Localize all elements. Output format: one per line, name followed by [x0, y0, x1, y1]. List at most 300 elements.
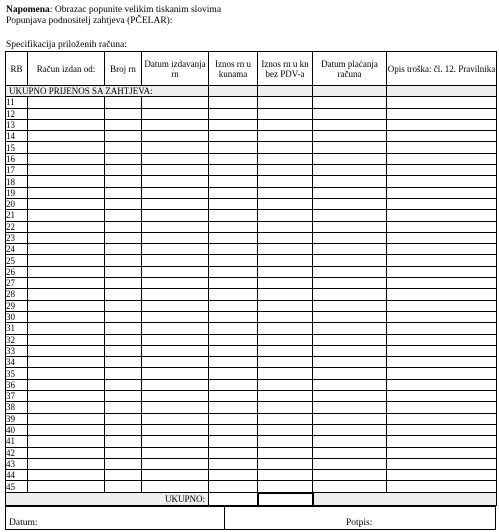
row-number: 24: [6, 244, 28, 255]
table-cell[interactable]: [28, 470, 105, 481]
table-cell[interactable]: [105, 470, 142, 481]
invoice-table: [5, 51, 497, 507]
table-cell[interactable]: [258, 255, 313, 266]
table-cell[interactable]: [387, 131, 497, 142]
table-cell[interactable]: [105, 289, 142, 300]
table-cell[interactable]: [28, 221, 105, 232]
table-cell[interactable]: [105, 357, 142, 368]
table-row: [6, 447, 497, 458]
col-header-issue-date: Datum izdavanja rn: [142, 52, 209, 86]
table-cell[interactable]: [105, 108, 142, 119]
table-cell[interactable]: [142, 323, 209, 334]
table-cell[interactable]: [209, 470, 258, 481]
table-cell[interactable]: [105, 266, 142, 277]
table-cell[interactable]: [28, 357, 105, 368]
table-cell[interactable]: [28, 187, 105, 198]
table-cell[interactable]: [209, 187, 258, 198]
table-cell[interactable]: [387, 481, 497, 493]
table-cell[interactable]: [387, 232, 497, 243]
table-cell[interactable]: [142, 108, 209, 119]
total-amount[interactable]: [209, 493, 258, 506]
table-cell[interactable]: [258, 232, 313, 243]
row-number: 45: [6, 481, 28, 493]
table-cell[interactable]: [105, 131, 142, 142]
table-cell[interactable]: [105, 187, 142, 198]
table-cell[interactable]: [313, 402, 387, 413]
table-cell[interactable]: [209, 255, 258, 266]
table-cell[interactable]: [105, 119, 142, 130]
table-cell[interactable]: [313, 345, 387, 356]
table-cell[interactable]: [142, 119, 209, 130]
table-cell[interactable]: [105, 323, 142, 334]
carry-over-amount-no-vat[interactable]: [258, 86, 313, 97]
table-cell[interactable]: [209, 334, 258, 345]
table-cell[interactable]: [387, 244, 497, 255]
total-amount-no-vat[interactable]: [258, 493, 313, 506]
table-cell[interactable]: [142, 198, 209, 209]
table-cell[interactable]: [313, 131, 387, 142]
table-cell[interactable]: [387, 255, 497, 266]
table-cell[interactable]: [209, 413, 258, 424]
table-cell[interactable]: [209, 97, 258, 108]
table-cell[interactable]: [142, 447, 209, 458]
table-row: [6, 334, 497, 345]
table-cell[interactable]: [387, 436, 497, 447]
table-cell[interactable]: [142, 470, 209, 481]
table-cell[interactable]: [209, 131, 258, 142]
table-cell[interactable]: [313, 266, 387, 277]
table-cell[interactable]: [258, 323, 313, 334]
table-cell[interactable]: [209, 289, 258, 300]
table-cell[interactable]: [142, 379, 209, 390]
table-cell[interactable]: [209, 379, 258, 390]
row-number: 12: [6, 108, 28, 119]
table-cell[interactable]: [28, 458, 105, 469]
table-cell[interactable]: [105, 345, 142, 356]
table-cell[interactable]: [28, 165, 105, 176]
table-cell[interactable]: [105, 255, 142, 266]
table-cell[interactable]: [313, 458, 387, 469]
table-cell[interactable]: [142, 357, 209, 368]
table-cell[interactable]: [209, 266, 258, 277]
table-cell[interactable]: [142, 424, 209, 435]
table-cell[interactable]: [28, 345, 105, 356]
table-cell[interactable]: [209, 278, 258, 289]
table-cell[interactable]: [387, 97, 497, 108]
table-cell[interactable]: [28, 210, 105, 221]
table-cell[interactable]: [258, 402, 313, 413]
table-cell[interactable]: [258, 165, 313, 176]
table-cell[interactable]: [313, 311, 387, 322]
table-cell[interactable]: [313, 221, 387, 232]
table-cell[interactable]: [387, 413, 497, 424]
table-cell[interactable]: [387, 142, 497, 153]
table-row: [6, 278, 497, 289]
table-cell[interactable]: [313, 97, 387, 108]
table-cell[interactable]: [258, 97, 313, 108]
table-row: [6, 436, 497, 447]
table-cell[interactable]: [105, 153, 142, 164]
table-row: [6, 413, 497, 424]
table-cell[interactable]: [142, 334, 209, 345]
table-cell[interactable]: [258, 424, 313, 435]
table-cell[interactable]: [258, 413, 313, 424]
table-cell[interactable]: [387, 379, 497, 390]
row-number: 37: [6, 391, 28, 402]
row-number: 22: [6, 221, 28, 232]
table-cell[interactable]: [313, 244, 387, 255]
table-cell[interactable]: [313, 300, 387, 311]
table-cell[interactable]: [258, 119, 313, 130]
table-cell[interactable]: [28, 198, 105, 209]
table-cell[interactable]: [313, 165, 387, 176]
table-cell[interactable]: [28, 232, 105, 243]
table-cell[interactable]: [105, 368, 142, 379]
table-cell[interactable]: [387, 289, 497, 300]
table-cell[interactable]: [142, 221, 209, 232]
table-cell[interactable]: [313, 323, 387, 334]
table-cell[interactable]: [28, 391, 105, 402]
row-number: 15: [6, 142, 28, 153]
table-row: [6, 142, 497, 153]
table-cell[interactable]: [142, 289, 209, 300]
table-cell[interactable]: [142, 165, 209, 176]
total-row: [6, 493, 497, 506]
table-row: [6, 97, 497, 108]
table-cell[interactable]: [28, 424, 105, 435]
table-cell[interactable]: [28, 119, 105, 130]
row-number: 38: [6, 402, 28, 413]
signature-footer: [5, 506, 496, 530]
table-cell[interactable]: [258, 108, 313, 119]
row-number: 13: [6, 119, 28, 130]
table-cell[interactable]: [313, 447, 387, 458]
col-header-amount: Iznos rn u kunama: [209, 52, 258, 86]
table-cell[interactable]: [258, 436, 313, 447]
table-cell[interactable]: [387, 323, 497, 334]
table-cell[interactable]: [142, 210, 209, 221]
table-cell[interactable]: [387, 334, 497, 345]
table-cell[interactable]: [105, 142, 142, 153]
table-cell[interactable]: [209, 357, 258, 368]
table-cell[interactable]: [313, 470, 387, 481]
table-cell[interactable]: [313, 198, 387, 209]
col-header-payment-date: Datum plaćanja računa: [313, 52, 387, 86]
table-cell[interactable]: [142, 153, 209, 164]
table-cell[interactable]: [105, 97, 142, 108]
table-cell[interactable]: [313, 436, 387, 447]
table-cell[interactable]: [313, 278, 387, 289]
table-cell[interactable]: [142, 368, 209, 379]
row-number: 36: [6, 379, 28, 390]
table-cell[interactable]: [387, 119, 497, 130]
table-cell[interactable]: [209, 391, 258, 402]
table-cell[interactable]: [142, 232, 209, 243]
row-number: 44: [6, 470, 28, 481]
instructions: [6, 5, 221, 27]
table-cell[interactable]: [258, 357, 313, 368]
table-cell[interactable]: [28, 97, 105, 108]
table-cell[interactable]: [105, 334, 142, 345]
table-cell[interactable]: [209, 108, 258, 119]
table-cell[interactable]: [313, 481, 387, 493]
table-cell[interactable]: [105, 447, 142, 458]
row-number: 18: [6, 176, 28, 187]
table-cell[interactable]: [258, 210, 313, 221]
table-cell[interactable]: [313, 176, 387, 187]
table-cell[interactable]: [28, 142, 105, 153]
table-cell[interactable]: [258, 131, 313, 142]
table-cell[interactable]: [387, 198, 497, 209]
table-cell[interactable]: [142, 244, 209, 255]
table-row: [6, 481, 497, 493]
table-cell[interactable]: [387, 187, 497, 198]
table-cell[interactable]: [209, 447, 258, 458]
table-cell[interactable]: [142, 300, 209, 311]
table-cell[interactable]: [142, 391, 209, 402]
table-cell[interactable]: [105, 424, 142, 435]
table-cell[interactable]: [313, 108, 387, 119]
table-row: [6, 345, 497, 356]
table-cell[interactable]: [258, 345, 313, 356]
table-cell[interactable]: [28, 244, 105, 255]
table-cell[interactable]: [142, 402, 209, 413]
table-cell[interactable]: [313, 210, 387, 221]
table-cell[interactable]: [258, 334, 313, 345]
table-cell[interactable]: [142, 436, 209, 447]
table-cell[interactable]: [258, 481, 313, 493]
table-cell[interactable]: [142, 131, 209, 142]
table-cell[interactable]: [313, 357, 387, 368]
table-cell[interactable]: [258, 187, 313, 198]
table-cell[interactable]: [313, 187, 387, 198]
table-cell[interactable]: [105, 198, 142, 209]
row-number: 23: [6, 232, 28, 243]
table-cell[interactable]: [142, 255, 209, 266]
table-cell[interactable]: [105, 278, 142, 289]
table-row: [6, 255, 497, 266]
row-number: 19: [6, 187, 28, 198]
table-cell[interactable]: [105, 402, 142, 413]
row-number: 39: [6, 413, 28, 424]
row-number: 42: [6, 447, 28, 458]
table-cell[interactable]: [313, 232, 387, 243]
table-cell[interactable]: [209, 481, 258, 493]
table-cell[interactable]: [313, 413, 387, 424]
table-cell[interactable]: [387, 470, 497, 481]
table-cell[interactable]: [258, 221, 313, 232]
table-cell[interactable]: [209, 345, 258, 356]
table-cell[interactable]: [28, 153, 105, 164]
row-number: 16: [6, 153, 28, 164]
table-cell[interactable]: [209, 402, 258, 413]
table-cell[interactable]: [313, 289, 387, 300]
table-cell[interactable]: [258, 244, 313, 255]
col-header-issuer: Račun izdan od:: [28, 52, 105, 86]
table-cell[interactable]: [258, 176, 313, 187]
table-row: [6, 402, 497, 413]
carry-over-label: UKUPNO PRIJENOS SA ZAHTJEVA:: [6, 86, 209, 97]
table-cell[interactable]: [258, 447, 313, 458]
table-cell[interactable]: [387, 278, 497, 289]
table-cell[interactable]: [209, 311, 258, 322]
table-cell[interactable]: [28, 266, 105, 277]
table-cell[interactable]: [209, 119, 258, 130]
date-label: Datum:: [9, 518, 38, 528]
table-cell[interactable]: [209, 368, 258, 379]
table-cell[interactable]: [209, 424, 258, 435]
table-cell[interactable]: [387, 357, 497, 368]
table-cell[interactable]: [209, 436, 258, 447]
table-cell[interactable]: [105, 481, 142, 493]
table-cell[interactable]: [387, 221, 497, 232]
table-row: [6, 131, 497, 142]
signature-label: Potpis:: [346, 518, 373, 528]
table-cell[interactable]: [313, 119, 387, 130]
table-cell[interactable]: [105, 413, 142, 424]
table-cell[interactable]: [387, 391, 497, 402]
table-cell[interactable]: [142, 187, 209, 198]
table-cell[interactable]: [258, 470, 313, 481]
table-cell[interactable]: [209, 210, 258, 221]
table-cell[interactable]: [105, 244, 142, 255]
table-cell[interactable]: [209, 244, 258, 255]
table-cell[interactable]: [209, 232, 258, 243]
table-cell[interactable]: [258, 368, 313, 379]
table-cell[interactable]: [258, 266, 313, 277]
table-cell[interactable]: [387, 300, 497, 311]
table-cell[interactable]: [387, 176, 497, 187]
row-number: 27: [6, 278, 28, 289]
table-row: [6, 368, 497, 379]
table-cell[interactable]: [28, 334, 105, 345]
table-cell[interactable]: [28, 447, 105, 458]
table-cell[interactable]: [28, 278, 105, 289]
table-cell[interactable]: [313, 424, 387, 435]
table-cell[interactable]: [142, 176, 209, 187]
table-cell[interactable]: [28, 413, 105, 424]
table-cell[interactable]: [28, 300, 105, 311]
table-cell[interactable]: [142, 481, 209, 493]
table-cell[interactable]: [313, 153, 387, 164]
table-cell[interactable]: [142, 97, 209, 108]
table-cell[interactable]: [105, 210, 142, 221]
table-cell[interactable]: [258, 278, 313, 289]
table-cell[interactable]: [209, 165, 258, 176]
table-cell[interactable]: [209, 323, 258, 334]
table-cell[interactable]: [142, 266, 209, 277]
table-cell[interactable]: [209, 300, 258, 311]
table-cell[interactable]: [387, 368, 497, 379]
table-cell[interactable]: [28, 481, 105, 493]
carry-over-amount[interactable]: [209, 86, 258, 97]
table-cell[interactable]: [209, 176, 258, 187]
table-cell[interactable]: [105, 436, 142, 447]
table-cell[interactable]: [28, 108, 105, 119]
table-cell[interactable]: [258, 289, 313, 300]
table-cell[interactable]: [28, 131, 105, 142]
note-text: : Obrazac popunite velikim tiskanim slovima: [49, 5, 222, 15]
carry-over-row: [6, 86, 497, 97]
table-cell[interactable]: [28, 436, 105, 447]
table-cell[interactable]: [105, 458, 142, 469]
table-cell[interactable]: [28, 176, 105, 187]
table-cell[interactable]: [142, 311, 209, 322]
table-cell[interactable]: [313, 255, 387, 266]
table-cell[interactable]: [387, 458, 497, 469]
table-cell[interactable]: [258, 142, 313, 153]
table-cell[interactable]: [258, 391, 313, 402]
row-number: 40: [6, 424, 28, 435]
table-cell[interactable]: [387, 447, 497, 458]
table-cell[interactable]: [313, 391, 387, 402]
table-cell[interactable]: [28, 311, 105, 322]
table-cell[interactable]: [313, 368, 387, 379]
table-cell[interactable]: [142, 413, 209, 424]
table-cell[interactable]: [28, 379, 105, 390]
table-cell[interactable]: [209, 153, 258, 164]
table-cell[interactable]: [313, 379, 387, 390]
table-cell[interactable]: [387, 424, 497, 435]
table-cell[interactable]: [313, 334, 387, 345]
table-cell[interactable]: [387, 402, 497, 413]
row-number: 29: [6, 300, 28, 311]
table-cell[interactable]: [142, 345, 209, 356]
row-number: 11: [6, 97, 28, 108]
table-cell[interactable]: [387, 153, 497, 164]
table-cell[interactable]: [209, 221, 258, 232]
table-cell[interactable]: [387, 165, 497, 176]
table-cell[interactable]: [28, 289, 105, 300]
table-cell[interactable]: [209, 198, 258, 209]
table-cell[interactable]: [105, 391, 142, 402]
table-cell[interactable]: [105, 300, 142, 311]
table-cell[interactable]: [105, 232, 142, 243]
table-row: [6, 458, 497, 469]
table-header-row: [6, 52, 497, 86]
table-cell[interactable]: [28, 402, 105, 413]
table-cell[interactable]: [258, 300, 313, 311]
table-cell[interactable]: [387, 266, 497, 277]
table-cell[interactable]: [387, 210, 497, 221]
table-cell[interactable]: [258, 458, 313, 469]
table-cell[interactable]: [105, 311, 142, 322]
table-cell[interactable]: [28, 255, 105, 266]
table-row: [6, 153, 497, 164]
table-cell[interactable]: [105, 379, 142, 390]
table-cell[interactable]: [209, 458, 258, 469]
table-row: [6, 198, 497, 209]
table-cell[interactable]: [313, 142, 387, 153]
table-cell[interactable]: [142, 278, 209, 289]
table-cell[interactable]: [28, 323, 105, 334]
table-cell[interactable]: [258, 379, 313, 390]
table-cell[interactable]: [387, 345, 497, 356]
table-cell[interactable]: [258, 311, 313, 322]
table-cell[interactable]: [209, 142, 258, 153]
table-cell[interactable]: [142, 142, 209, 153]
table-cell[interactable]: [105, 165, 142, 176]
row-number: 33: [6, 345, 28, 356]
table-cell[interactable]: [258, 153, 313, 164]
table-cell[interactable]: [258, 198, 313, 209]
table-cell[interactable]: [28, 368, 105, 379]
table-cell[interactable]: [387, 108, 497, 119]
table-cell[interactable]: [105, 176, 142, 187]
table-cell[interactable]: [105, 221, 142, 232]
table-cell[interactable]: [387, 311, 497, 322]
table-cell[interactable]: [142, 458, 209, 469]
